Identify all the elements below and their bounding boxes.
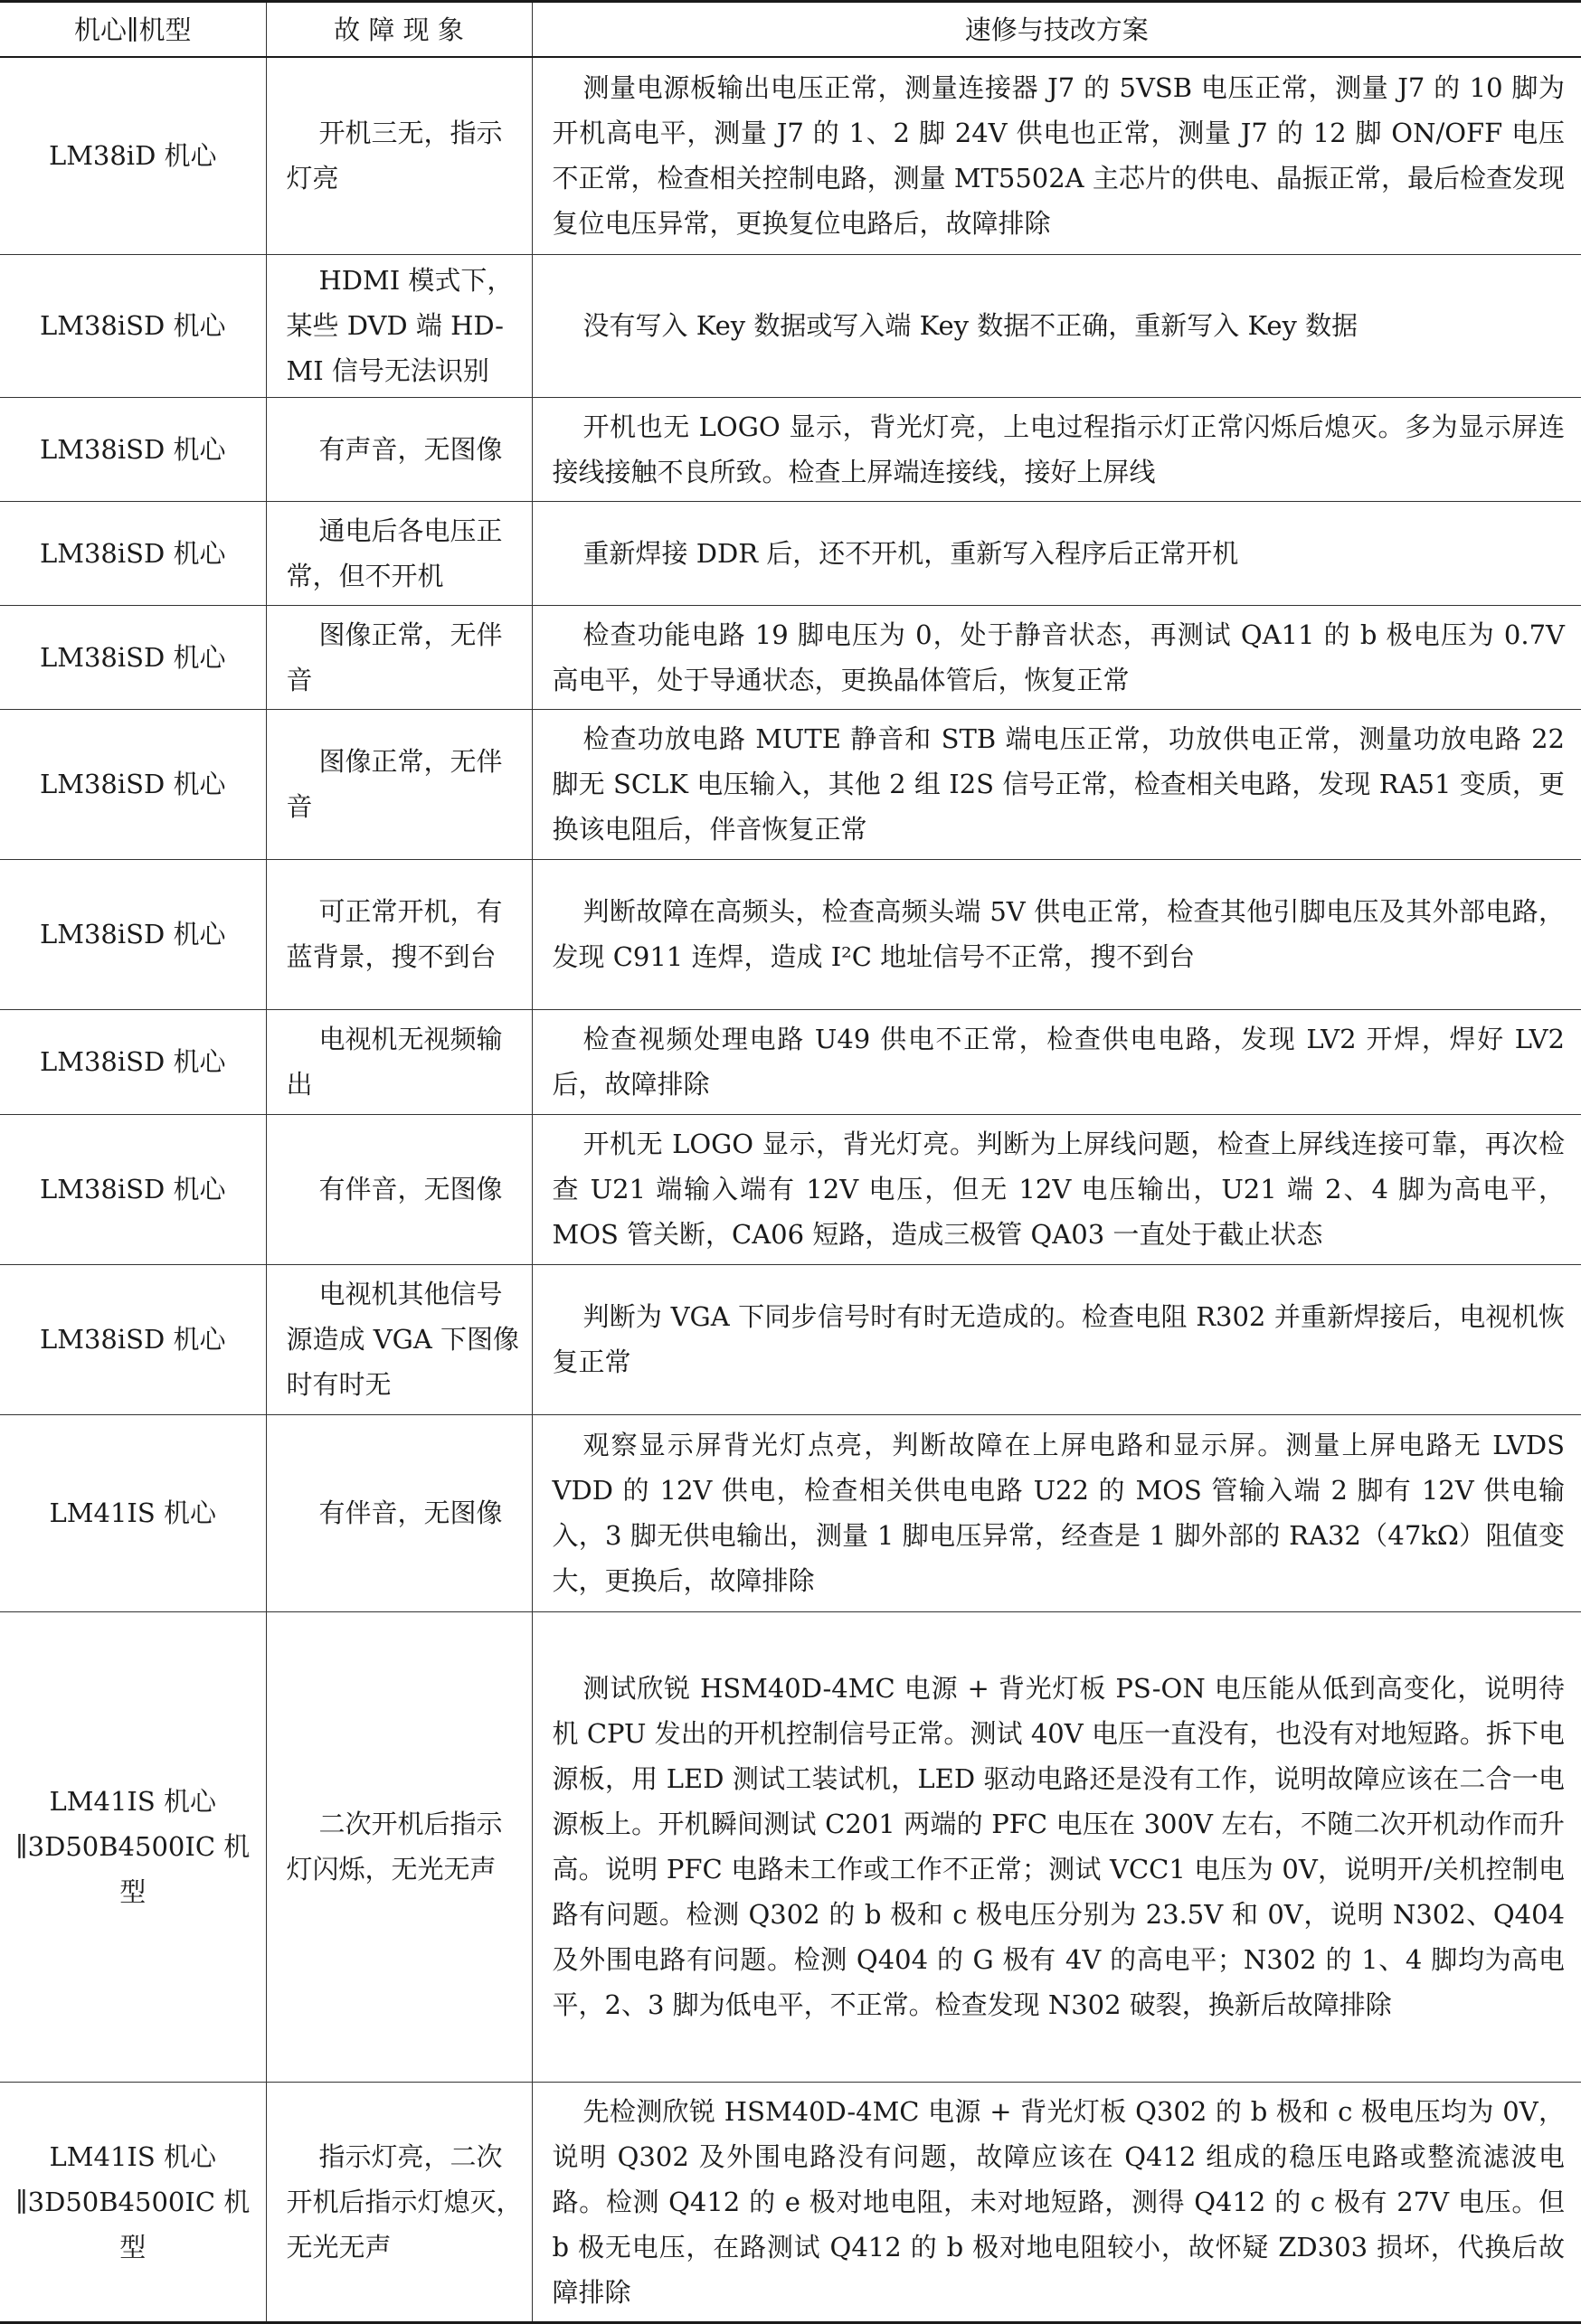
cell-model: LM41IS 机心∥3D50B4500IC 机型 <box>0 2082 266 2322</box>
table-row <box>0 57 1581 254</box>
table-row <box>0 1611 1581 2082</box>
cell-fault: 通电后各电压正常，但不开机 <box>266 501 532 605</box>
cell-model: LM38iSD 机心 <box>0 1264 266 1414</box>
cell-fix: 测试欣锐 HSM40D-4MC 电源 + 背光灯板 PS-ON 电压能从低到高变化，说明待机 CPU 发出的开机控制信号正常。测试 40V 电压一直没有，也没有对地短路。拆下电源板，用 LED 测试工装试机，LED 驱动电路还是没有工作，说明故障应该在二合一电源板上。开机瞬间测试 C201 两端的 PFC 电压在 300V 左右，不随二次开机动作而升高。说明 PFC 电路未工作或工作不正常；测试 VCC1 电压为 0V，说明开/关机控制电路有问题。检测 Q302 的 b 极和 c 极电压分别为 23.5V 和 0V，说明 N302、Q404 及外围电路有问题。检测 Q404 的 G 极有 4V 的高电平；N302 的 1、4 脚均为高电平，2、3 脚为低电平，不正常。检查发现 N302 破裂，换新后故障排除 <box>532 1611 1581 2082</box>
cell-fix: 观察显示屏背光灯点亮，判断故障在上屏电路和显示屏。测量上屏电路无 LVDS VDD 的 12V 供电，检查相关供电电路 U22 的 MOS 管输入端 2 脚有 12V 供电输入，3 脚无供电输出，测量 1 脚电压异常，经查是 1 脚外部的 RA32（47kΩ）阻值变大，更换后，故障排除 <box>532 1414 1581 1611</box>
cell-fix: 检查视频处理电路 U49 供电不正常，检查供电电路，发现 LV2 开焊，焊好 LV2 后，故障排除 <box>532 1009 1581 1114</box>
cell-fix: 先检测欣锐 HSM40D-4MC 电源 + 背光灯板 Q302 的 b 极和 c 极电压均为 0V，说明 Q302 及外围电路没有问题，故障应该在 Q412 组成的稳压电路或整流滤波电路。检测 Q412 的 e 极对地电阻，未对地短路，测得 Q412 的 c 极有 27V 电压。但 b 极无电压，在路测试 Q412 的 b 极对地电阻较小，故怀疑 ZD303 损坏，代换后故障排除 <box>532 2082 1581 2322</box>
cell-fault: 有伴音，无图像 <box>266 1114 532 1264</box>
cell-model: LM38iSD 机心 <box>0 859 266 1009</box>
cell-fault: 电视机其他信号源造成 VGA 下图像时有时无 <box>266 1264 532 1414</box>
cell-fault: 二次开机后指示灯闪烁，无光无声 <box>266 1611 532 2082</box>
cell-model: LM38iSD 机心 <box>0 605 266 709</box>
header-model: 机心∥机型 <box>0 2 266 58</box>
cell-fault: 可正常开机，有蓝背景，搜不到台 <box>266 859 532 1009</box>
cell-fault: 图像正常，无伴音 <box>266 709 532 859</box>
cell-fix: 检查功能电路 19 脚电压为 0，处于静音状态，再测试 QA11 的 b 极电压为 0.7V 高电平，处于导通状态，更换晶体管后，恢复正常 <box>532 605 1581 709</box>
cell-model: LM38iSD 机心 <box>0 1009 266 1114</box>
table-row <box>0 501 1581 605</box>
table-row <box>0 605 1581 709</box>
cell-fault: 电视机无视频输出 <box>266 1009 532 1114</box>
table-row <box>0 397 1581 501</box>
table-row <box>0 1009 1581 1114</box>
cell-model: LM38iSD 机心 <box>0 1114 266 1264</box>
cell-fault: 有伴音，无图像 <box>266 1414 532 1611</box>
cell-model: LM38iSD 机心 <box>0 709 266 859</box>
table-header-row <box>0 2 1581 58</box>
table-row <box>0 1264 1581 1414</box>
cell-fault: 有声音，无图像 <box>266 397 532 501</box>
cell-model: LM41IS 机心 <box>0 1414 266 1611</box>
cell-fix: 开机无 LOGO 显示，背光灯亮。判断为上屏线问题，检查上屏线连接可靠，再次检查 U21 端输入端有 12V 电压，但无 12V 电压输出，U21 端 2、4 脚为高电平，MOS 管关断，CA06 短路，造成三极管 QA03 一直处于截止状态 <box>532 1114 1581 1264</box>
cell-fix: 检查功放电路 MUTE 静音和 STB 端电压正常，功放供电正常，测量功放电路 22 脚无 SCLK 电压输入，其他 2 组 I2S 信号正常，检查相关电路，发现 RA51 变质，更换该电阻后，伴音恢复正常 <box>532 709 1581 859</box>
cell-fix: 开机也无 LOGO 显示，背光灯亮，上电过程指示灯正常闪烁后熄灭。多为显示屏连接线接触不良所致。检查上屏端连接线，接好上屏线 <box>532 397 1581 501</box>
cell-fix: 没有写入 Key 数据或写入端 Key 数据不正确，重新写入 Key 数据 <box>532 254 1581 397</box>
table-row <box>0 2082 1581 2322</box>
header-fix: 速修与技改方案 <box>532 2 1581 58</box>
cell-fix: 重新焊接 DDR 后，还不开机，重新写入程序后正常开机 <box>532 501 1581 605</box>
cell-model: LM41IS 机心∥3D50B4500IC 机型 <box>0 1611 266 2082</box>
cell-fix: 判断故障在高频头，检查高频头端 5V 供电正常，检查其他引脚电压及其外部电路， 发现 C911 连焊，造成 I²C 地址信号不正常，搜不到台 <box>532 859 1581 1009</box>
table-row <box>0 859 1581 1009</box>
table-row <box>0 254 1581 397</box>
cell-model: LM38iSD 机心 <box>0 501 266 605</box>
cell-model: LM38iSD 机心 <box>0 397 266 501</box>
cell-fault: 开机三无，指示灯亮 <box>266 57 532 254</box>
cell-fix: 测量电源板输出电压正常，测量连接器 J7 的 5VSB 电压正常，测量 J7 的 10 脚为开机高电平，测量 J7 的 1、2 脚 24V 供电也正常，测量 J7 的 12 脚 ON/OFF 电压不正常，检查相关控制电路，测量 MT5502A 主芯片的供电、晶振正常，最后检查发现复位电压异常，更换复位电路后，故障排除 <box>532 57 1581 254</box>
cell-model: LM38iD 机心 <box>0 57 266 254</box>
table-row <box>0 1114 1581 1264</box>
table-row <box>0 709 1581 859</box>
cell-fix: 判断为 VGA 下同步信号时有时无造成的。检查电阻 R302 并重新焊接后，电视机恢复正常 <box>532 1264 1581 1414</box>
cell-model: LM38iSD 机心 <box>0 254 266 397</box>
cell-fault: 指示灯亮，二次开机后指示灯熄灭，无光无声 <box>266 2082 532 2322</box>
table-row <box>0 1414 1581 1611</box>
header-fault: 故 障 现 象 <box>266 2 532 58</box>
cell-fault: 图像正常，无伴音 <box>266 605 532 709</box>
cell-fault: HDMI 模式下，某些 DVD 端 HD-MI 信号无法识别 <box>266 254 532 397</box>
